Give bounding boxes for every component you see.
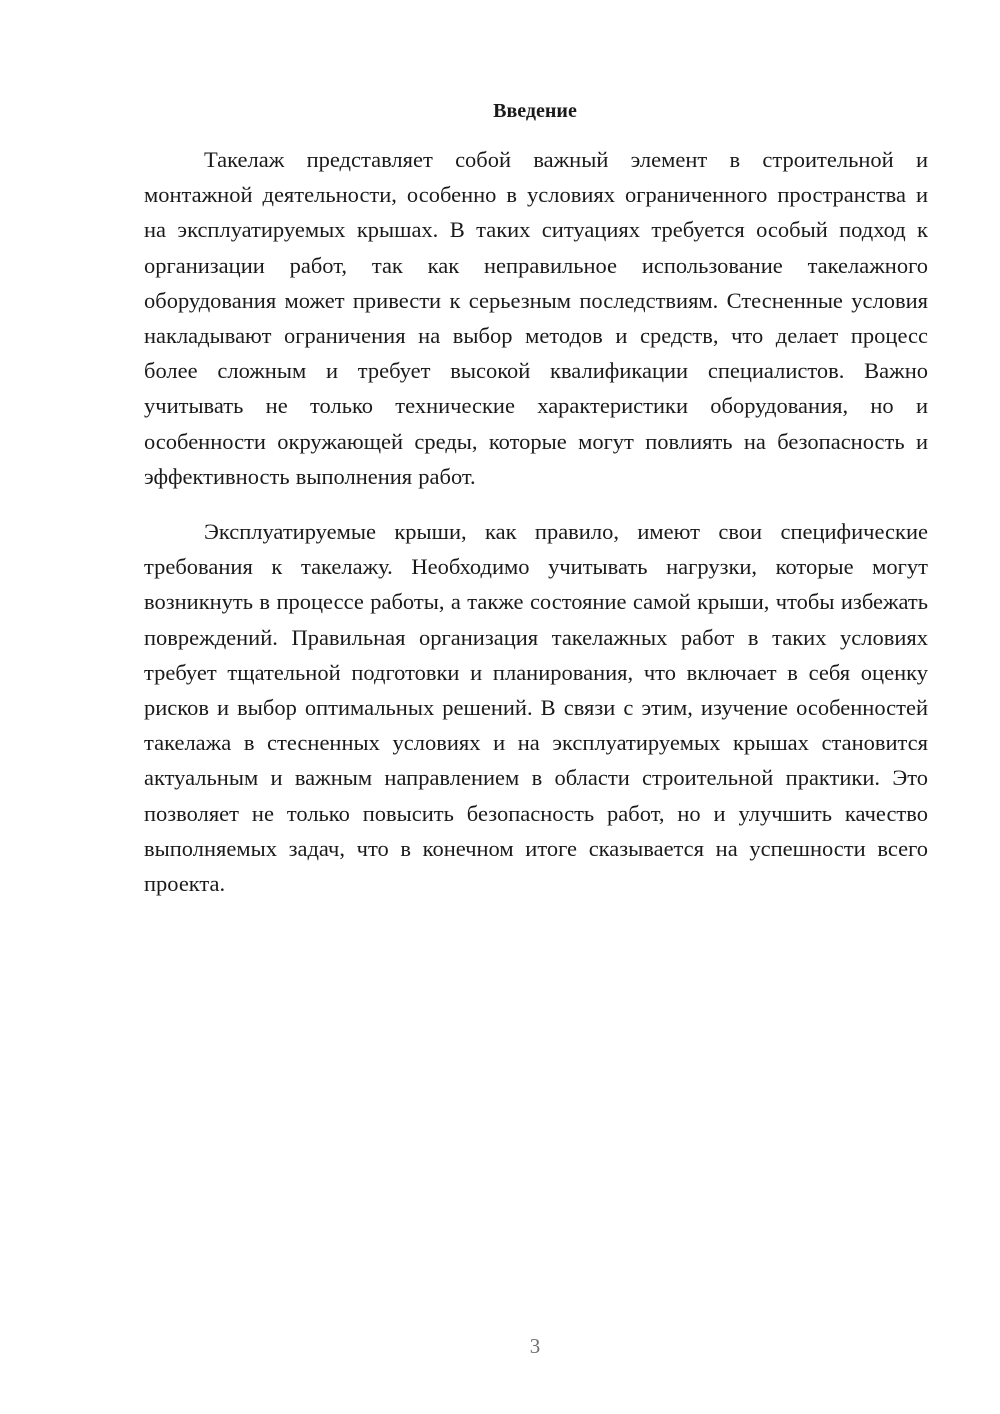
page-number: 3: [529, 1334, 541, 1358]
body-text: [144, 142, 928, 901]
paragraph-1: Такелаж представляет собой важный элемент в строительной и монтажной деятельности, особенно в условиях ограниченного пространства и на эксплуатируемых крышах. В таких ситуациях требуется особый подход к организации работ, так как неправильное использование такелажного оборудования может привести к серьезным последствиям. Стесненные условия накладывают ограничения на выбор методов и средств, что делает процесс более сложным и требует высокой квалификации специалистов. Важно учитывать не только технические характеристики оборудования, но и особенности окружающей среды, которые могут повлиять на безопасность и эффективность выполнения работ.: [144, 147, 928, 489]
paragraph-2: Эксплуатируемые крыши, как правило, имеют свои специфические требования к такелажу. Необходимо учитывать нагрузки, которые могут возникнуть в процессе работы, а также состояние самой крыши, чтобы избежать повреждений. Правильная организация такелажных работ в таких условиях требует тщательной подготовки и планирования, что включает в себя оценку рисков и выбор оптимальных решений. В связи с этим, изучение особенностей такелажа в стесненных условиях и на эксплуатируемых крышах становится актуальным и важным направлением в области строительной практики. Это позволяет не только повысить безопасность работ, но и улучшить качество выполняемых задач, что в конечном итоге сказывается на успешности всего проекта.: [144, 519, 928, 897]
page-title: Введение: [493, 100, 577, 122]
